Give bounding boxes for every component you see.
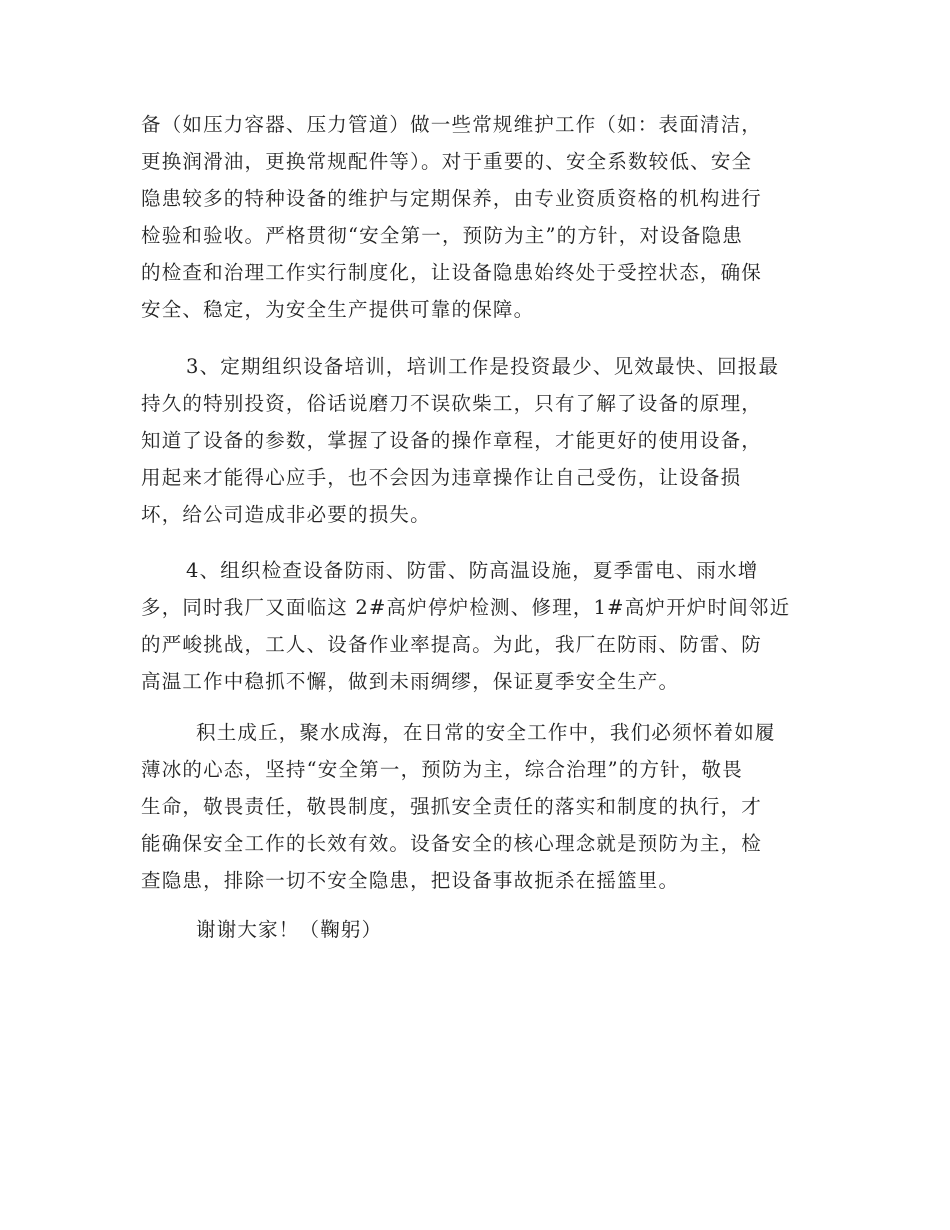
text-line: 查隐患，排除一切不安全隐患，把设备事故扼杀在摇篮里。 <box>141 869 680 892</box>
text-line: 3、定期组织设备培训，培训工作是投资最少、见效最快、回报最 <box>186 355 780 378</box>
text-line: 坏，给公司造成非必要的损失。 <box>141 503 431 526</box>
text-line: 用起来才能得心应手，也不会因为违章操作让自己受伤，让设备损 <box>141 466 742 489</box>
text-line: 多，同时我厂又面临这 2#高炉停炉检测、修理，1#高炉开炉时间邻近 <box>141 596 791 619</box>
text-line: 知道了设备的参数，掌握了设备的操作章程，才能更好的使用设备， <box>141 429 763 452</box>
text-line: 薄冰的心态，坚持“安全第一，预防为主，综合治理”的方针，敬畏 <box>141 758 743 781</box>
text-line: 检验和验收。严格贯彻“安全第一，预防为主”的方针，对设备隐患 <box>141 224 743 247</box>
text-line: 能确保安全工作的长效有效。设备安全的核心理念就是预防为主，检 <box>141 832 763 855</box>
text-line: 的检查和治理工作实行制度化，让设备隐患始终处于受控状态，确保 <box>141 261 763 284</box>
text-line: 高温工作中稳抓不懈，做到未雨绸缪，保证夏季安全生产。 <box>141 670 680 693</box>
text-line: 持久的特别投资，俗话说磨刀不误砍柴工，只有了解了设备的原理， <box>141 392 763 415</box>
text-line: 4、组织检查设备防雨、防雷、防高温设施，夏季雷电、雨水增 <box>186 559 759 582</box>
text-line: 备（如压力容器、压力管道）做一些常规维护工作（如：表面清洁， <box>141 113 763 136</box>
text-line: 隐患较多的特种设备的维护与定期保养，由专业资质资格的机构进行 <box>141 187 763 210</box>
text-line: 安全、稳定，为安全生产提供可靠的保障。 <box>141 298 535 321</box>
text-line: 生命，敬畏责任，敬畏制度，强抓安全责任的落实和制度的执行，才 <box>141 795 763 818</box>
closing-thanks: 谢谢大家！（鞠躬） <box>196 918 383 941</box>
text-line: 更换润滑油，更换常规配件等）。对于重要的、安全系数较低、安全 <box>141 150 753 173</box>
text-line: 积土成丘，聚水成海，在日常的安全工作中，我们必须怀着如履 <box>196 721 776 744</box>
text-line: 的严峻挑战，工人、设备作业率提高。为此，我厂在防雨、防雷、防 <box>141 633 763 656</box>
